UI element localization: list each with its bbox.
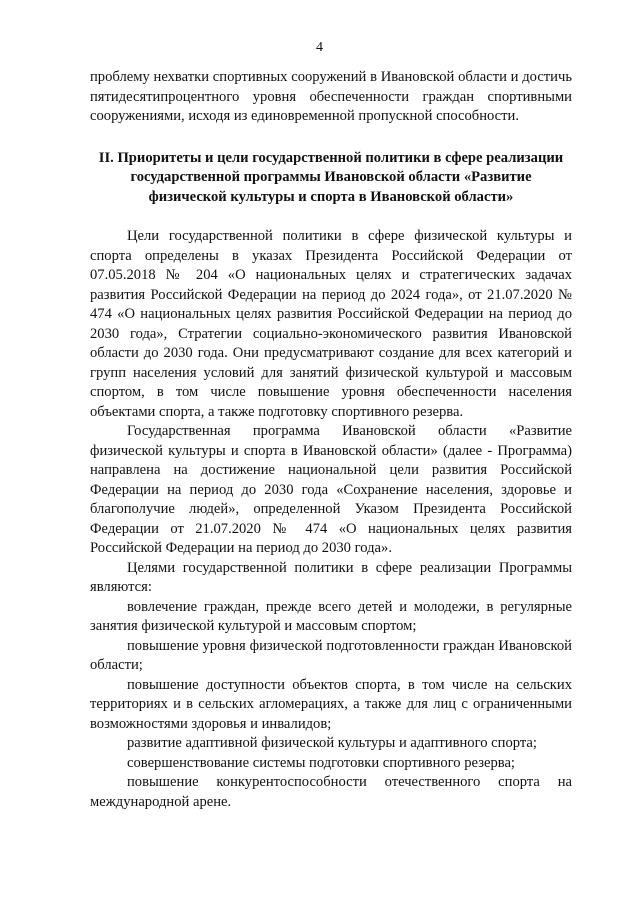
goal-item: повышение уровня физической подготовленности граждан Ивановской области; (90, 637, 572, 673)
paragraph-program-direction: Государственная программа Ивановской области «Развитие физической культуры и спорта в Ивановской области» (далее - Программа) направлена на достижение национальной цели развития Российской Федерации на период до 2030 года «Сохранение населения, здоровье и благополучие людей», определенной Указом Президента Российской Федерации от 21.07.2020 № 474 «О национальных целях развития Российской Федерации на период до 2030 года». (90, 423, 572, 556)
document-body (90, 68, 572, 812)
goal-item: вовлечение граждан, прежде всего детей и молодежи, в регулярные занятия физической культурой и массовым спортом; (90, 598, 572, 634)
goal-item: повышение доступности объектов спорта, в том числе на сельских территориях и в сельских агломерациях, а также для лиц с ограниченными возможностями здоровья и инвалидов; (90, 676, 572, 732)
section-heading: II. Приоритеты и цели государственной политики в сфере реализации государственной программы Ивановской области «Развитие физической культуры и спорта в Ивановской области» (98, 149, 564, 205)
goal-item: развитие адаптивной физической культуры и адаптивного спорта; (127, 735, 537, 751)
goal-item: повышение конкурентоспособности отечественного спорта на международной арене. (90, 774, 572, 810)
paragraph-goals-intro: Целями государственной политики в сфере реализации Программы являются: (90, 559, 572, 595)
intro-paragraph: проблему нехватки спортивных сооружений в Ивановской области и достичь пятидесятипроцентного уровня обеспеченности граждан спортивными сооружениями, исходя из единовременной пропускной способности. (90, 69, 572, 124)
paragraph-policy-goals: Цели государственной политики в сфере физической культуры и спорта определены в указах Президента Российской Федерации от 07.05.2018 № 204 «О национальных целях и стратегических задачах развития Российской Федерации на период до 2024 года», от 21.07.2020 № 474 «О национальных целях развития Российской Федерации на период до 2030 года», Стратегии социально-экономического развития Ивановской области до 2030 года. Они предусматривают создание для всех категорий и групп населения условий для занятий физической культурой и массовым спортом, в том числе повышение уровня обеспеченности населения объектами спорта, а также подготовку спортивного резерва. (90, 228, 572, 420)
goal-item: совершенствование системы подготовки спортивного резерва; (127, 754, 515, 771)
page-number: 4 (316, 40, 323, 55)
